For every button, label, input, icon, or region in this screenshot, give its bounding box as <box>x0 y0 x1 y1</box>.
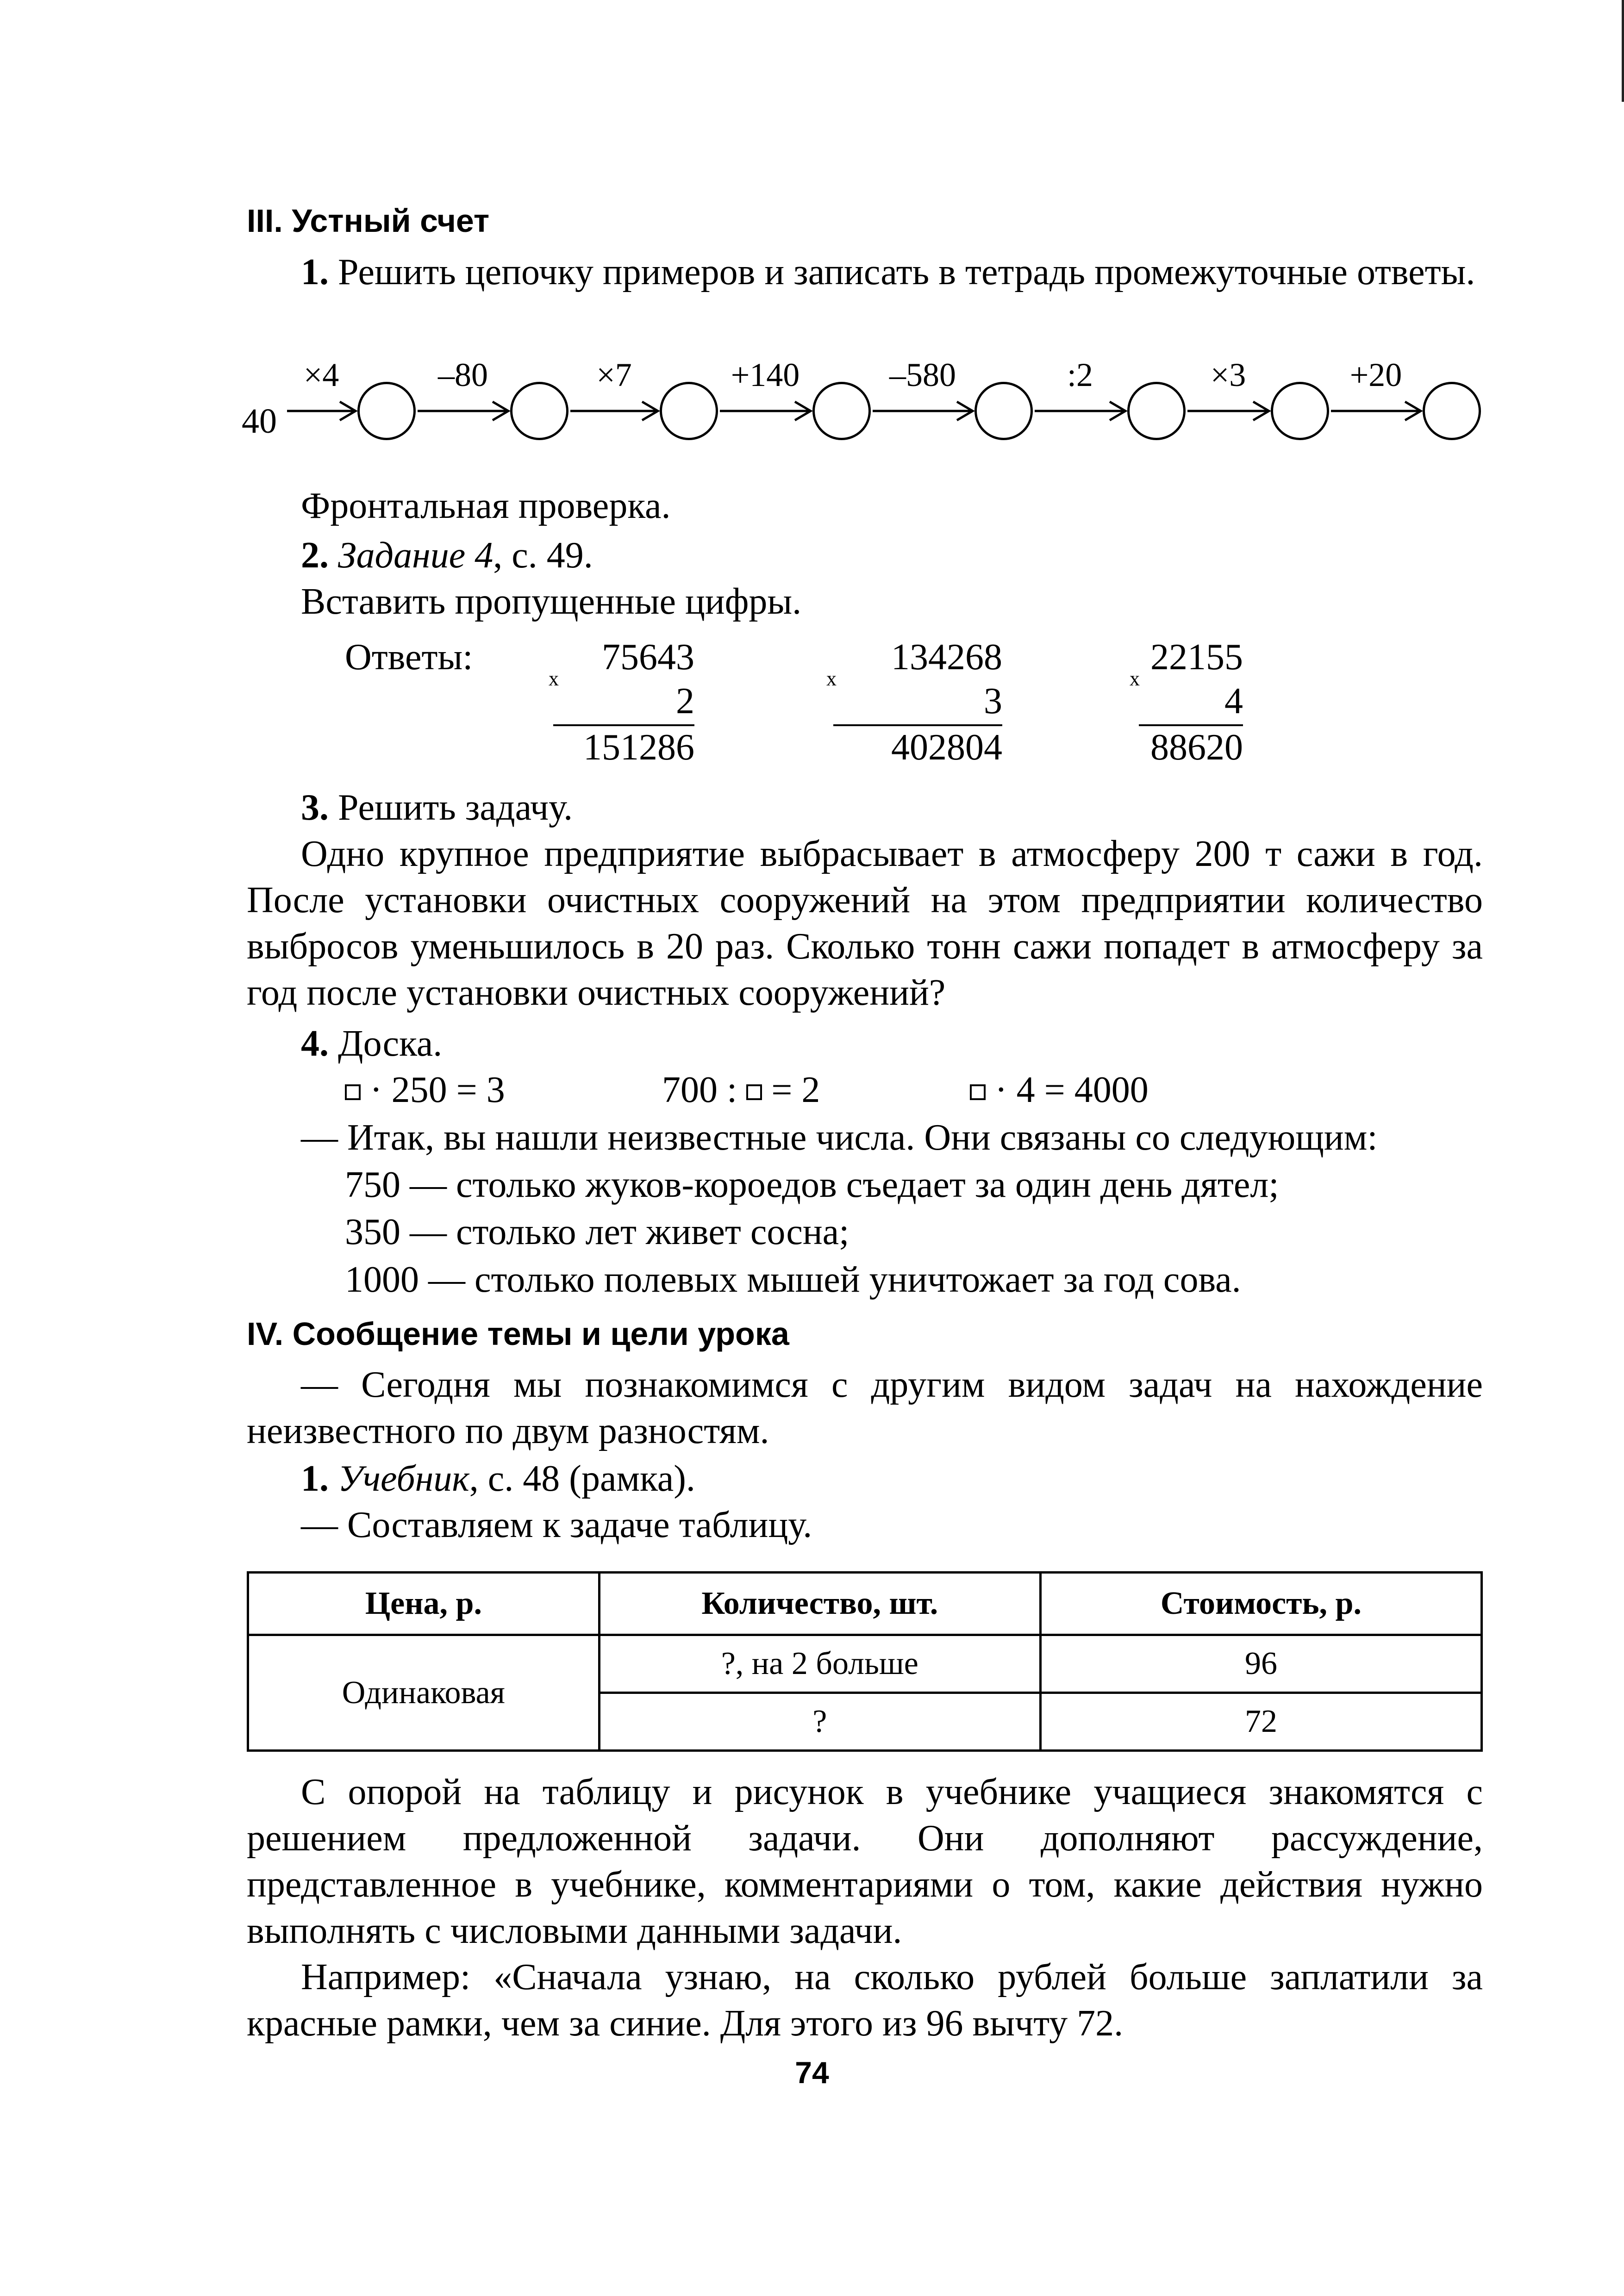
header-cost: Стоимость, р. <box>1040 1573 1481 1635</box>
product: 151286 <box>583 727 694 768</box>
task-4-intro: — Итак, вы нашли неизвестные числа. Они связаны со следующим: <box>301 1117 1378 1158</box>
answer-circle <box>1271 382 1329 440</box>
multiplier: 3 <box>984 681 1002 722</box>
blank-box-icon <box>746 1084 762 1100</box>
paragraph-example: Например: «Сначала узнаю, на сколько рублей больше заплатили за красные рамки, чем за синие. Для этого из 96 вычту 72. <box>247 1957 1483 2044</box>
multiplication-problem <box>824 634 1002 773</box>
page-edge <box>1622 0 1624 102</box>
answer-circle <box>660 382 718 440</box>
step-1-line: — Составляем к задаче таблицу. <box>301 1505 812 1545</box>
multiplicand: 22155 <box>1150 637 1243 678</box>
textbook-ref: Учебник <box>338 1458 469 1499</box>
chain-operation-label: :2 <box>1067 356 1093 393</box>
answer-circle <box>1127 382 1186 440</box>
equation-3-text: · 4 = 4000 <box>986 1070 1149 1110</box>
textbook-page: , с. 48 (рамка). <box>469 1458 695 1499</box>
multiply-sign: х <box>1130 667 1140 690</box>
chain-operation-label: –80 <box>438 356 488 393</box>
chain-operation-label: ×3 <box>1210 356 1246 393</box>
multiplication-problem <box>1127 634 1243 773</box>
blank-box-icon <box>970 1084 986 1100</box>
multiplier: 2 <box>676 681 694 722</box>
fact-item: 750 — столько жуков-короедов съедает за один день дятел; <box>345 1164 1279 1205</box>
price-cell: Одинаковая <box>248 1635 600 1751</box>
task-4-title <box>301 1020 442 1067</box>
task-2-number: 2. <box>301 535 329 576</box>
frontal-check: Фронтальная проверка. <box>301 485 671 526</box>
multiplication-problem <box>546 634 694 773</box>
task-3-problem: Одно крупное предприятие выбрасывает в атмосферу 200 т сажи в год. После установки очистных сооружений на этом предприятии количество выбросов уменьшилось в 20 раз. Сколько тонн сажи попадет в атмосферу за год после установки очистных сооружений? <box>247 834 1483 1013</box>
task-1-text <box>247 249 1483 295</box>
task-3-title <box>301 784 573 831</box>
equation-2-right: = 2 <box>762 1070 820 1110</box>
multiplicand: 134268 <box>891 637 1002 678</box>
answers-label: Ответы: <box>345 637 473 678</box>
multiplicand: 75643 <box>602 637 694 678</box>
price-quantity-table <box>247 1571 1483 1752</box>
section-3-heading: III. Устный счет <box>247 203 490 239</box>
section-4-intro: — Сегодня мы познакомимся с другим видом задач на нахождение неизвестного по двум разностям. <box>247 1364 1483 1451</box>
task-1-body: Решить цепочку примеров и записать в тетрадь промежуточные ответы. <box>329 252 1475 292</box>
product: 402804 <box>891 727 1002 768</box>
task-2-title <box>301 532 593 579</box>
page-number: 74 <box>795 2055 829 2090</box>
blank-box-icon <box>345 1084 361 1100</box>
table-header-row <box>248 1573 1482 1635</box>
equation-2 <box>662 1067 820 1113</box>
chain-operation-label: ×7 <box>596 356 632 393</box>
equation-1 <box>345 1067 505 1113</box>
task-3-heading: Решить задачу. <box>329 787 573 828</box>
answer-circle <box>510 382 568 440</box>
chain-operation-label: ×4 <box>303 356 339 393</box>
product: 88620 <box>1150 727 1243 768</box>
multiply-sign: х <box>549 667 559 690</box>
task-1-number: 1. <box>301 252 329 292</box>
step-1-number: 1. <box>301 1458 329 1499</box>
chain-operation-label: +20 <box>1349 356 1402 393</box>
chain-start-value: 40 <box>242 402 277 441</box>
fact-item: 350 — столько лет живет сосна; <box>345 1212 849 1252</box>
equation-2-left: 700 : <box>662 1070 747 1110</box>
chain-operation-label: –580 <box>889 356 956 393</box>
answer-circle <box>812 382 871 440</box>
answer-circle <box>1423 382 1481 440</box>
task-2-ref: Задание 4 <box>338 535 493 576</box>
task-4-number: 4. <box>301 1023 329 1064</box>
paragraph-explanation: С опорой на таблицу и рисунок в учебнике учащиеся знакомятся с решением предложенной задачи. Они дополняют рассуждение, представленное в учебнике, комментариями о том, какие действия нужно выполнять с числовыми данными задачи. <box>247 1772 1483 1951</box>
answer-circle <box>974 382 1033 440</box>
chain-operation-label: +140 <box>731 356 800 393</box>
multiply-sign: х <box>826 667 837 690</box>
quantity-cell: ? <box>599 1693 1040 1751</box>
quantity-cell: ?, на 2 больше <box>599 1635 1040 1693</box>
equation-3 <box>970 1067 1149 1113</box>
equation-1-text: · 250 = 3 <box>361 1070 505 1110</box>
task-4-heading: Доска. <box>329 1023 443 1064</box>
section-4-heading: IV. Сообщение темы и цели урока <box>247 1316 789 1352</box>
answer-circle <box>357 382 416 440</box>
operations-chain <box>0 356 1624 467</box>
task-3-number: 3. <box>301 787 329 828</box>
table-row <box>248 1635 1482 1693</box>
task-2-instruction: Вставить пропущенные цифры. <box>301 581 802 622</box>
cost-cell: 96 <box>1040 1635 1481 1693</box>
multiplier: 4 <box>1224 681 1243 722</box>
header-price: Цена, р. <box>248 1573 600 1635</box>
header-quantity: Количество, шт. <box>599 1573 1040 1635</box>
step-1 <box>301 1456 695 1502</box>
task-2-ref-page: , с. 49. <box>493 535 593 576</box>
cost-cell: 72 <box>1040 1693 1481 1751</box>
fact-item: 1000 — столько полевых мышей уничтожает за год сова. <box>345 1259 1241 1300</box>
